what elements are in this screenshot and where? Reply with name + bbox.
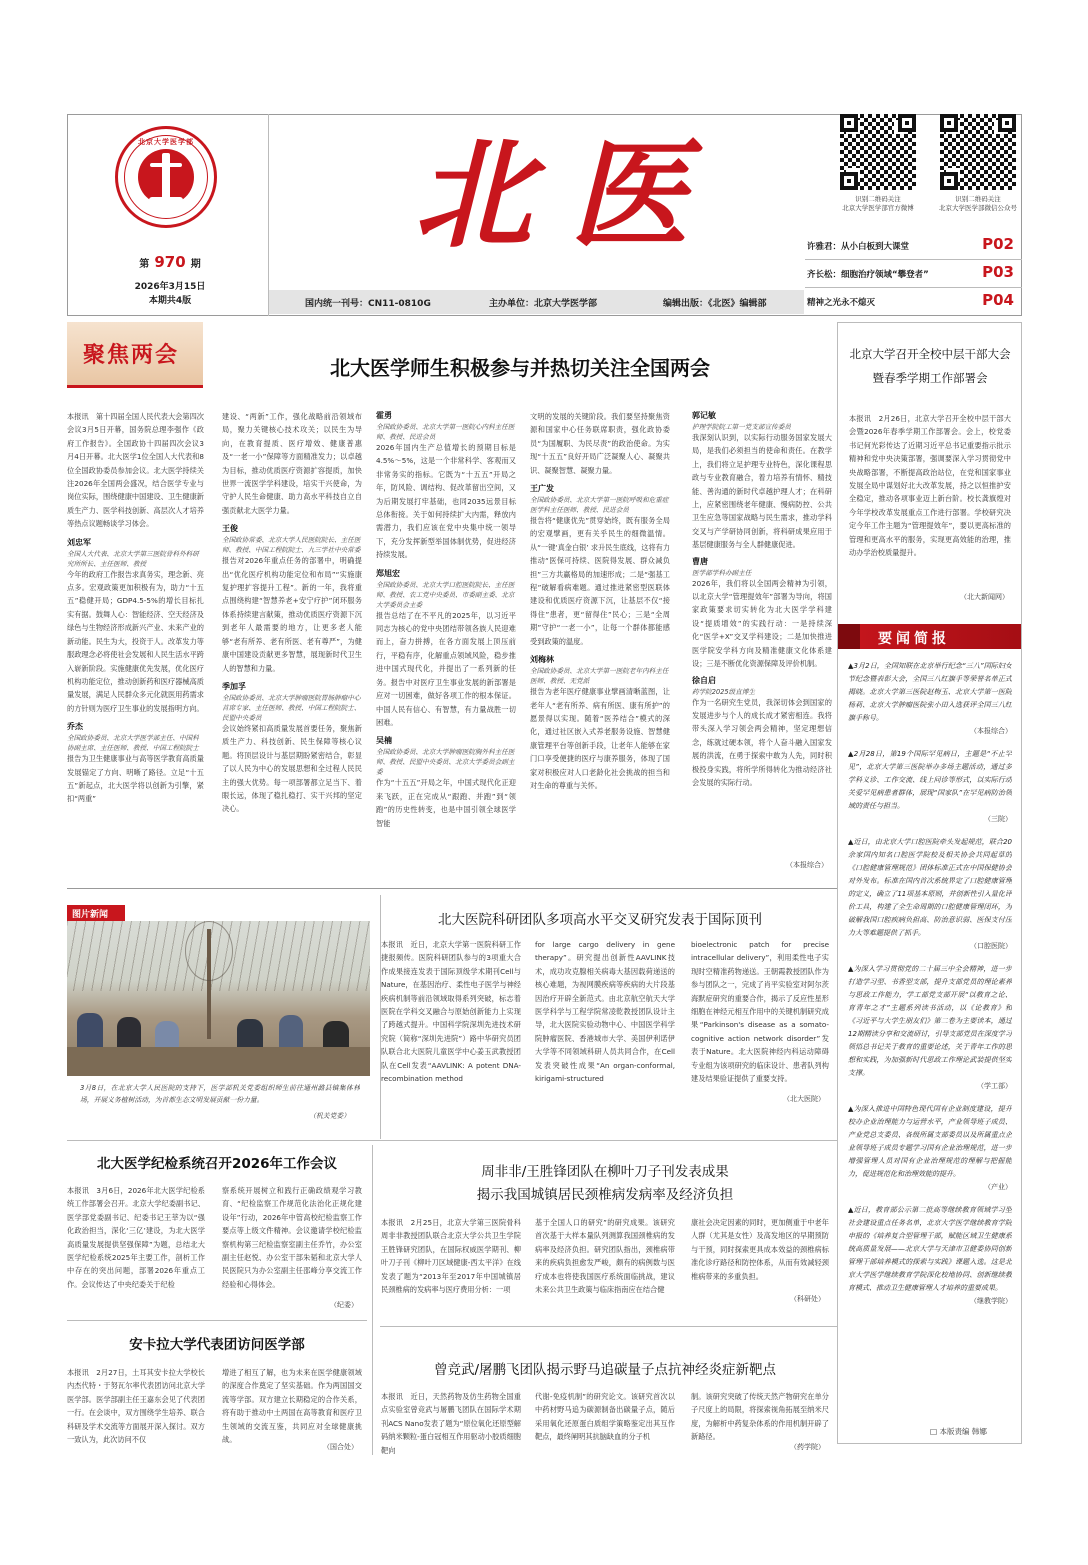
speaker-name: 刘梅林 — [530, 655, 554, 665]
speaker-remark: 报告对2026年重点任务的部署中，明确提出“优化医疗机构功能定位和布局”“实施康复护理扩容提升工程”。新的一年，我将重点围绕构建“智慧养老+安宁疗护”闭环服务体系持续建言献策，推动优质医疗资源下沉到老年人最需要的地方，让更多老人能够“老有所养、老有所医、老有尊严”，为健康中国建设贡献更多智慧，展现新时代卫生人的智慧和力量。 — [222, 556, 362, 673]
speaker-name: 季加孚 — [222, 681, 246, 691]
speaker-role: 全国政协常委、北京大学人民医院院长、主任医师、教授、中国工程院院士、九三学社中央常委 — [222, 536, 361, 555]
publication-info-bar — [269, 290, 804, 314]
speaker-role: 全国政协委员、北京大学肿瘤医院胸外科主任医师、教授、民盟中央委员、北京大学委员会副主委 — [376, 748, 515, 777]
carbon-dots-story-source: （药学院） — [790, 1443, 825, 1451]
discipline-story-col2: 察系统开展树立和践行正确政绩观学习教育、“纪检监察工作规范化法治化正规化建设年”行动，2026年中管高校纪检监察工作要点等上级文件精神。会议邀请学校纪检监察机构第三纪检监察室副主任乔竹，办公室副主任赵悦、办公室干部朱韬和北京大学人民医院只为办公室副主任邵峰分享交流工作经验和心得体会。 — [222, 1186, 362, 1289]
focus-lead: 本报讯 第十四届全国人民代表大会第四次会议3月5日开幕，国务院总理李强作《政府工作报告》。全国政协十四届四次会议3月4日开幕。北大医学1位全国人大代表和8位全国政协委员参加会议。北大医学持续关注2026年全国两会盛况，结合医学专业与岗位实际，围绕健康中国建设、卫生健康新质生产力、医学科技创新、高层次人才培养等热点议题畅谈学习体会。 — [67, 412, 204, 529]
speaker-remark: 作为“十五五”开局之年，中国式现代化正迎来飞跃，正在完成从“跟跑、并跑”到“领跑”的历史性转变，也是中国引领全球医学智能 — [376, 778, 516, 828]
qr1-caption-line1: 识别二维码关注 — [855, 195, 901, 203]
paper-name: 北医 — [413, 125, 726, 264]
sidebar-story-title-1: 北京大学召开全校中层干部大会 — [849, 347, 1011, 361]
cervical-story-col3: 康社会决定因素的同时，更加侧重于中老年人群（尤其是女性）及高发地区的早期预防与干预，同时探索更具成本效益的颈椎病标准化诊疗路径和防控体系，从而有效减轻颈椎病带来的多重负担。 — [691, 1218, 829, 1281]
sidebar-story-title-2: 暨春季学期工作部署会 — [872, 371, 988, 385]
speaker-remark: 今年的政府工作报告求真务实，理念新、亮点多。宏观政策更加积极有为，助力“十五五”稳健开局；GDP4.5-5%的增长目标扎实有据。鼓舞人心：智能经济、空天经济及绿色与生物经济形成新兴产业、未来产业的新动能。民生为大，投资于人。改革发力等服政理念必将使社会发展和人民生活水平跨入崭新阶段。实施健康优先发展，优化医疗机构功能定位，推动创新药和医疗器械高质量发展，满足人民群众多元化就医用药需求的方针则为医疗卫生事业的发展指明方向。 — [67, 569, 204, 713]
speaker-name: 曹唐 — [692, 556, 708, 566]
speaker-name: 郑旭宏 — [376, 568, 400, 578]
cn-number: 国内统一刊号：CN11-0810G — [305, 299, 431, 309]
speaker-remark: 我深刻认识到，以实际行动服务国家发展大局，是我们必须担当的使命和责任。在教学上，我们将立足护理专业特色，深化课程思政与专业教育融合，着力培养有情怀、精技能、善沟通的新时代卓越护理人才；在科研上，应紧密围绕老年健康、慢病防控、公共卫生应急等国家战略与民生需求，推动学科交叉与产学研协同创新，将科研成果应用于基层健康服务与全人群健康促进。 — [692, 433, 832, 550]
speaker-role: 医学部学科办副主任 — [692, 568, 752, 577]
speaker-name: 徐自启 — [692, 675, 716, 685]
speaker-role: 全国人大代表、北京大学第三医院骨科外科研究所所长、主任医师、教授 — [67, 549, 199, 568]
speaker-name: 王俊 — [222, 524, 238, 534]
cervical-story-title-2: 揭示我国城镇居民颈椎病发病率及经济负担 — [476, 1187, 734, 1203]
ankara-story-col1: 本报讯 2月27日，土耳其安卡拉大学校长内杰代特・于努瓦尔率代表团访问北京大学医学部。医学部副主任王嘉东会见了代表团一行。在会谈中，双方围绕学生培养、联合科研及学术交流等方面展开深入探讨。双方一致认为，此次访问不仅 — [67, 1368, 205, 1445]
carbon-dots-story-col2: 代谢-免疫机制”的研究论文。该研究首次以中药材野马追为碳源制备出碳量子点，随后采用氧化还原蛋白质组学策略鉴定出其互作靶点，最终阐明其抗脑缺血的分子机 — [535, 1392, 675, 1442]
index-item[interactable]: 齐长松：细胞治疗领域“攀登者” P03 — [805, 260, 1022, 288]
brief-item: ▲近日，由北京大学口腔医院牵头发起规范，联合20余家国内知名口腔医学院校及相关协会共同起草的《口腔健康管理规范》团体标准正式在中国保健协会对外发布。标准在国内首次系统界定了口腔健康管理的定义，确立了11项基本原则，并创新性引入量化评价工具，构建了全生命周期的口腔健康管理闭环，为破解我国口腔疾病负担高、防治意识弱、医保支付压力大等难题提供了抓手。 （口腔医院） — [848, 838, 1012, 950]
cervical-story-title-1: 周非非/王胜锋团队在柳叶刀子刊发表成果 — [481, 1164, 729, 1180]
speaker-role: 药学院2025级直博生 — [692, 687, 755, 696]
qr2-caption-line2: 北京大学医学部微信公众号 — [939, 204, 1017, 212]
focus-column-2 — [222, 410, 362, 880]
sponsor: 主办单位：北京大学医学部 — [489, 299, 598, 309]
tree-planting-photo — [67, 921, 370, 1076]
ankara-story-source: （国合处） — [323, 1443, 358, 1451]
speaker-name: 刘忠军 — [67, 537, 91, 547]
discipline-story-source: （纪委） — [330, 1301, 358, 1309]
photo-source: （机关党委） — [309, 1112, 350, 1120]
page-editor: □ 本版责编 韩娜 — [930, 1427, 987, 1436]
focus-banner: 聚焦两会 — [67, 322, 203, 388]
briefs-header: 要闻简报 — [838, 624, 1021, 649]
cervical-story-col1: 本报讯 2月25日，北京大学第三医院骨科周非非教授团队联合北京大学公共卫生学院王胜锋研究团队，在国际权威医学期刊、柳叶刀子刊《柳叶刀区域健康-西太平洋》在线发表了题为“2013年至2017年中国城镇居民颈椎病的发病率与医疗费用分析：一项 — [381, 1218, 521, 1295]
briefs-list — [848, 660, 1012, 1412]
focus-headline: 北大医学师生积极参与并热切关注全国两会 — [330, 356, 710, 380]
brief-item: ▲为深入学习贯彻党的二十届三中全会精神，进一步打造学习型、书香型支部，提升支部党员的理论素养与思政工作能力，学工部党支部开展“以教育之论、育青年之才”主题系列读书活动，以《论教育》和《习近平与大学生朋友们》第二卷为主要读本，通过12期精读分享和交流研讨，引导支部党员在深度学习领悟总书记关于教育的重要论述，关于青年工作的思想和实践，为加强新时代思政工作理论武装提供坚实支撑。 （学工部） — [848, 965, 1012, 1090]
speaker-name: 霍勇 — [376, 411, 392, 420]
cv-story-col2: for large cargo delivery in gene therapy”。研究提出创新性AAVLINK技术，成功攻克腺相关病毒大基因载荷递送的核心难题，为视网膜疾病等疾病的大片段基因治疗开辟全新范式。由北京航空航天大学医学科学与工程学院常凌乾教授团队设计主导，北大医院实验动物中心、中国医学科学院肿瘤医院、香港城市大学、美国伊利诺伊大学等不同领域科研人员共同合作，在Cell发表突破性成果“An organ-conformal, kirigami-structured — [535, 940, 675, 1084]
speaker-role: 全国政协委员、北京大学医学部主任、中国科协副主席、主任医师、教授、中国工程院院士 — [67, 734, 199, 753]
issue-label: 第 — [139, 259, 150, 270]
cv-story-col3: bioelectronic patch for precise intracellular delivery”，利用柔性电子实现时空精准药物递送。王朝霞教授团队作为参与团队之一，完成了肖平实验室对阿尔茨海默症研究的重要合作，揭示了反应性星形细胞在神经元相互作用中的关键机制研究成果“Parkinson's disease as a somato-cognitive action network disorder”发表于Nature。北大医院神经内科运动障碍专业组为该项研究的临床设计、患者队列构建及结果验证提供了重要支持。 — [691, 940, 829, 1084]
seal-text: 北京大学医学部 — [138, 138, 194, 146]
ankara-story-title: 安卡拉大学代表团访问医学部 — [129, 1337, 305, 1353]
speaker-remark: 建设、“两新”工作，强化战略前沿领域布局，聚力关键核心技术攻关；以民生为导向，在教育提质、医疗增效、健康普惠及“一老一小”保障等方面精准发力；以卓越为目标，推动优质医疗资源扩容提质，加快世界一流医学学科建设，培实干兴使命，为守护人民生命健康、助力高水平科技自立自强贡献北大医学力量。 — [222, 412, 362, 515]
focus-source: （本报综合） — [786, 861, 828, 869]
brief-item: ▲为深入推进中国特色现代国有企业制度建设，提升校办企业治理能力与运营水平，产业领导班子成员、产业党总支委员、各级所属支部委员以及所属重点企业领导班子成员专题学习国有企业治理规范，进一步增强管理人员对国有企业治理规范的理解与把握能力，促进规范化和治理效能的提升。 （产业） — [848, 1105, 1012, 1191]
speaker-remark: 文明的发展的关键阶段。我们要坚持聚焦资源和国家中心任务联席职责，强化政协委员“为国履职、为民尽责”的政治使命。为实现“十五五”良好开局广泛凝聚人心、凝聚共识、凝聚智慧、凝聚力量。 — [530, 412, 670, 475]
ankara-story-col2: 增进了相互了解，也为未来在医学健康领域的深度合作奠定了坚实基础。作为两国国交流等学部。双方建立长期稳定的合作关系，将有助于推动中土两国在高等教育和医疗卫生领域的交流互鉴，共同应对全球健康挑战。 — [222, 1368, 362, 1444]
cv-story-title: 北大医院科研团队多项高水平交叉研究发表于国际顶刊 — [438, 912, 762, 928]
cervical-story-source: （科研处） — [790, 1295, 825, 1303]
issue-pages: 本期共4版 — [148, 296, 192, 306]
brief-item: ▲近日，教育部公示第二批高等继续教育领域学习型社会建设重点任务名单，北京大学医学继续教育学院申报的《培养复合型管理干部，赋能区域卫生健康系统高质量发展——北京大学与天津市卫健委协同创新管理干部培养模式的探索与实践》课题入选。这是北京大学医学继续教育学院深化校地协同、创新继续教育模式、推动卫生健康管理人才培养的重要成果。 （继教学院） — [848, 1206, 1012, 1305]
speaker-remark: 作为一名研究生党员，我深切体会到国家的发展进步与个人的成长成才紧密相连。我将带头深入学习领会两会精神，坚定理想信念，练就过硬本领，将个人奋斗融入国家发展的洪流，在勇于探索中敢为人先，同时积极投身实践，将所学所得转化为推动经济社会发展的实际行动。 — [692, 697, 832, 787]
sidebar-story-body: 本报讯 2月26日，北京大学召开全校中层干部大会暨2026年春季学期工作部署会。会上，校党委书记何光彩传达了近期习近平总书记重要指示批示精神和党中央决策部署，强调要深入学习贯彻党中央战略部署，不断提高政治站位，在党和国家事业发展全局中谋划好北大改革发展，持之以恒推护安全稳定，推动各项事业迈上新台阶。校长龚旗煌对今年学校改革发展重点工作进行部署。学校研究决定今年工作主题为“管理提效年”，要以更高标准的管理和更高水平的服务，实现更高效能的治理，推动办学治校质量提升。 — [849, 414, 1011, 558]
focus-column-4 — [530, 410, 670, 880]
page-index — [805, 232, 1022, 316]
issue-number: 970 — [154, 253, 186, 271]
speaker-role: 全国政协委员、北京大学第一医院老年内科主任医师、教授、无党派 — [530, 667, 669, 686]
photo-news-label: 图片新闻 — [67, 905, 125, 921]
issue-suffix: 期 — [190, 259, 201, 270]
photo-caption: 3月8日，在北京大学人民医院的支持下，医学部机关党委组织师生前往通州潞县镇集体林场，开展义务植树活动，为首都生态文明发展贡献一份力量。 — [80, 1084, 360, 1104]
discipline-story-col1: 本报讯 3月6日，2026年北大医学纪检系统工作部署会召开。北京大学纪委副书记、医学部党委副书记、纪委书记王莘为以“强化政治担当，深化‘三亿’建设，为北大医学高质量发展提供坚强保障”为题，总结北大医学纪检系统2025年主要工作，剖析工作中存在的突出问题，部署2026年重点工作。会议传达了中央纪委关于纪检 — [67, 1186, 205, 1289]
cv-story-col1: 本报讯 近日，北京大学第一医院科研工作捷报频传。医院科研团队参与的3项重大合作成果接连发表于国际顶级学术期刊Cell与Nature，在基因治疗、柔性电子医学与神经疾病机制等前沿领域取得系列突破，标志着医院在学科交叉融合与原始创新能力上实现了跨越式提升。中国科学院深圳先进技术研究院（简称“深圳先进院”）路中华研究员团队联合北大医院儿童医学中心姜玉武教授团队在Cell发表“AAVLINK: A potent DNA-recombination method — [381, 940, 521, 1084]
speaker-name: 王广发 — [530, 484, 554, 494]
carbon-dots-story-col3: 制。该研究突破了传统天然产物研究在单分子尺度上的局限，将探索视角拓展至纳米尺度，为解析中药复杂体系的作用机制开辟了新路径。 — [691, 1392, 829, 1442]
brief-item: ▲3月2日，全国知联在北京举行纪念“三八”国际妇女节纪念暨表彰大会，全国三八红旗手等荣誉名单正式揭晓。北京大学第三医院赵梅玉、北京大学第一医院杨莉、北京大学肿瘤医院张小田入选获评全国三八红旗手称号。 （本报综合） — [848, 662, 1012, 735]
focus-column-5 — [692, 410, 832, 880]
qr2-caption-line1: 识别二维码关注 — [955, 195, 1001, 203]
carbon-dots-story-col1: 本报讯 近日，天然药物及仿生药物全国重点实验室曾竞武与屠鹏飞团队在国际学术期刊ACS Nano发表了题为“原位氧化还原型解码纳米颗粒-蛋白冠相互作用驱动小胶质细胞靶向 — [381, 1392, 521, 1455]
publisher: 编辑出版：《北医》编辑部 — [663, 299, 767, 309]
speaker-remark: 2026年，我们将以全国两会精神为引领，以北京大学“管理提效年”部署为导向，将国家政策要求切实转化为北大医学学科建设“提质增效”的实践行动：一是持续深化“医学+X”交叉学科建设；二是加快推进医学院安学科方向及精准健康文化体系建设；三是不断优化资源保障及评价机制。 — [692, 578, 832, 669]
speaker-remark: 会议始终紧扣高质量发展首要任务，聚焦新质生产力、科技创新、民生保障等核心议题。将顶层设计与基层期盼紧密结合，彰显了以人民为中心的发展思想和全过程人民民主的强大优势。每一项部署都立足当下、着眼长远，体现了稳扎稳打、实干兴邦的坚定决心。 — [222, 723, 362, 814]
speaker-remark: 报告总结了在不平凡的2025年，以习近平同志为核心的党中央团结带领各族人民迎难而上，奋力拼搏，在各方面发展上顶压前行，平稳有序，化解重点领域风险，稳步推进中国式现代化，并提出了一系列新的任务。报告中对医疗卫生事业发展的新部署是应对一切困难，做好各项工作的根本保证。中国人民有信心、有智慧，有力量战胜一切困难。 — [376, 610, 516, 727]
carbon-dots-story-title: 曾竞武/屠鹏飞团队揭示野马追碳量子点抗神经炎症新靶点 — [433, 1362, 777, 1378]
discipline-story-title: 北大医学纪检系统召开2026年工作会议 — [96, 1156, 338, 1172]
caduceus-icon — [162, 153, 170, 201]
focus-column-3 — [376, 410, 516, 880]
issue-date: 2026年3月15日 — [134, 282, 206, 292]
speaker-name: 郭记敏 — [692, 411, 716, 420]
brief-item: ▲2月28日，第19个国际罕见病日，主题是“不止罕见”，北京大学第三医院举办多场主题活动，通过多学科义诊、工作交流、线上问诊等形式，以实际行动关爱罕见病患者群体，展现“国家队”在罕见病防治领域的责任与担当。 （三院） — [848, 750, 1012, 823]
speaker-remark: 2026年国内生产总值增长的预期目标是4.5%～5%，这是一个非常科学、客观而又非常务实的指标。它既为“十五五”开局之年，防风险、调结构、促改革留出空间，又为后期发展打牢基础，也同2035远景目标总体衔接。关于如何持续扩大内需，释放内需潜力，我们应该在党中央集中统一领导下，充分发挥新型举国体制优势，促进经济持续发展。 — [376, 443, 516, 560]
qr-code-wechat — [940, 114, 1016, 190]
speaker-role: 全国政协委员、北京大学肿瘤医院胃肠肿瘤中心首席专家、主任医师、教授、中国工程院院士、民盟中央委员 — [222, 693, 361, 722]
speaker-role: 全国政协委员、北京大学第一医院心内科主任医师、教授、民进会员 — [376, 423, 515, 441]
speaker-role: 护理学院院工第一党支部宣传委员 — [692, 423, 791, 431]
index-item[interactable]: 许雅君：从小白板到大课堂 P02 — [805, 232, 1022, 260]
speaker-remark: 报告将“健康优先”贯穿始终，既有服务全局的宏观擘画，更有关乎民生的细微温情。从“一键‘真金白银’ 求升民生底线，这将有力推动“医保可持续、医院得发展、群众减负担”三方共赢格局的加速形成；二是“强基工程”破解看病难题。通过推进紧密型医联体建设和优质医疗资源下沉，让基层不仅“接得住”患者，更“留得住”民心；三是“全周期”守护“一老一小”，让每一个群体都能感受到政策的温度。 — [530, 516, 670, 646]
cv-story-source: （北大医院） — [783, 1095, 825, 1103]
issue-block — [120, 252, 220, 271]
qr1-caption-line2: 北京大学医学部官方微博 — [842, 204, 914, 212]
cervical-story-col2: 基于全国人口的研究”的研究成果。该研究首次基于大样本量队列测算我国颈椎病的发病率及经济负担。研究团队指出，颈椎病带来的疾病负担愈发严峻，颇有的病例数与医疗成本也将使我国医疗系统面临挑战，建议未来公共卫生政策与临床指南应在结合健 — [535, 1218, 675, 1295]
sidebar-story-source: （北大新闻网） — [960, 593, 1009, 601]
speaker-role: 全国政协委员、北京大学口腔医院院长、主任医师、教授、农工党中央委员、市委副主委、北京大学委员会主委 — [376, 580, 515, 609]
speaker-name: 吴楠 — [376, 736, 392, 746]
qr-code-weibo — [840, 114, 916, 190]
index-item[interactable]: 精神之光永不熄灭 P04 — [807, 291, 1014, 309]
university-seal — [115, 126, 217, 228]
speaker-name: 乔杰 — [67, 722, 83, 732]
speaker-role: 全国政协委员、北京大学第一医院呼吸和危重症医学科主任医师、教授、民进会员 — [530, 496, 669, 515]
speaker-remark: 报告为老年医疗健康事业擘画清晰蓝图，让老年人“老有所养、病有所医、康有所护”的愿景得以实现。随着“医养结合”模式的深化，通过社区嵌入式养老服务设施、智慧健康管理平台等创新手段，让老年人能够在家门口享受便捷的医疗与康养服务，体现了国家对积极应对人口老龄化社会挑战的担当和对生命的尊重与关怀。 — [530, 687, 670, 790]
speaker-remark: 报告为卫生健康事业与高等医学教育高质量发展锚定了方向、明晰了路径。立足“十五五”新起点，北大医学将以创新为引擎，紧扣“两重” — [67, 754, 204, 804]
focus-column-1 — [67, 410, 204, 880]
